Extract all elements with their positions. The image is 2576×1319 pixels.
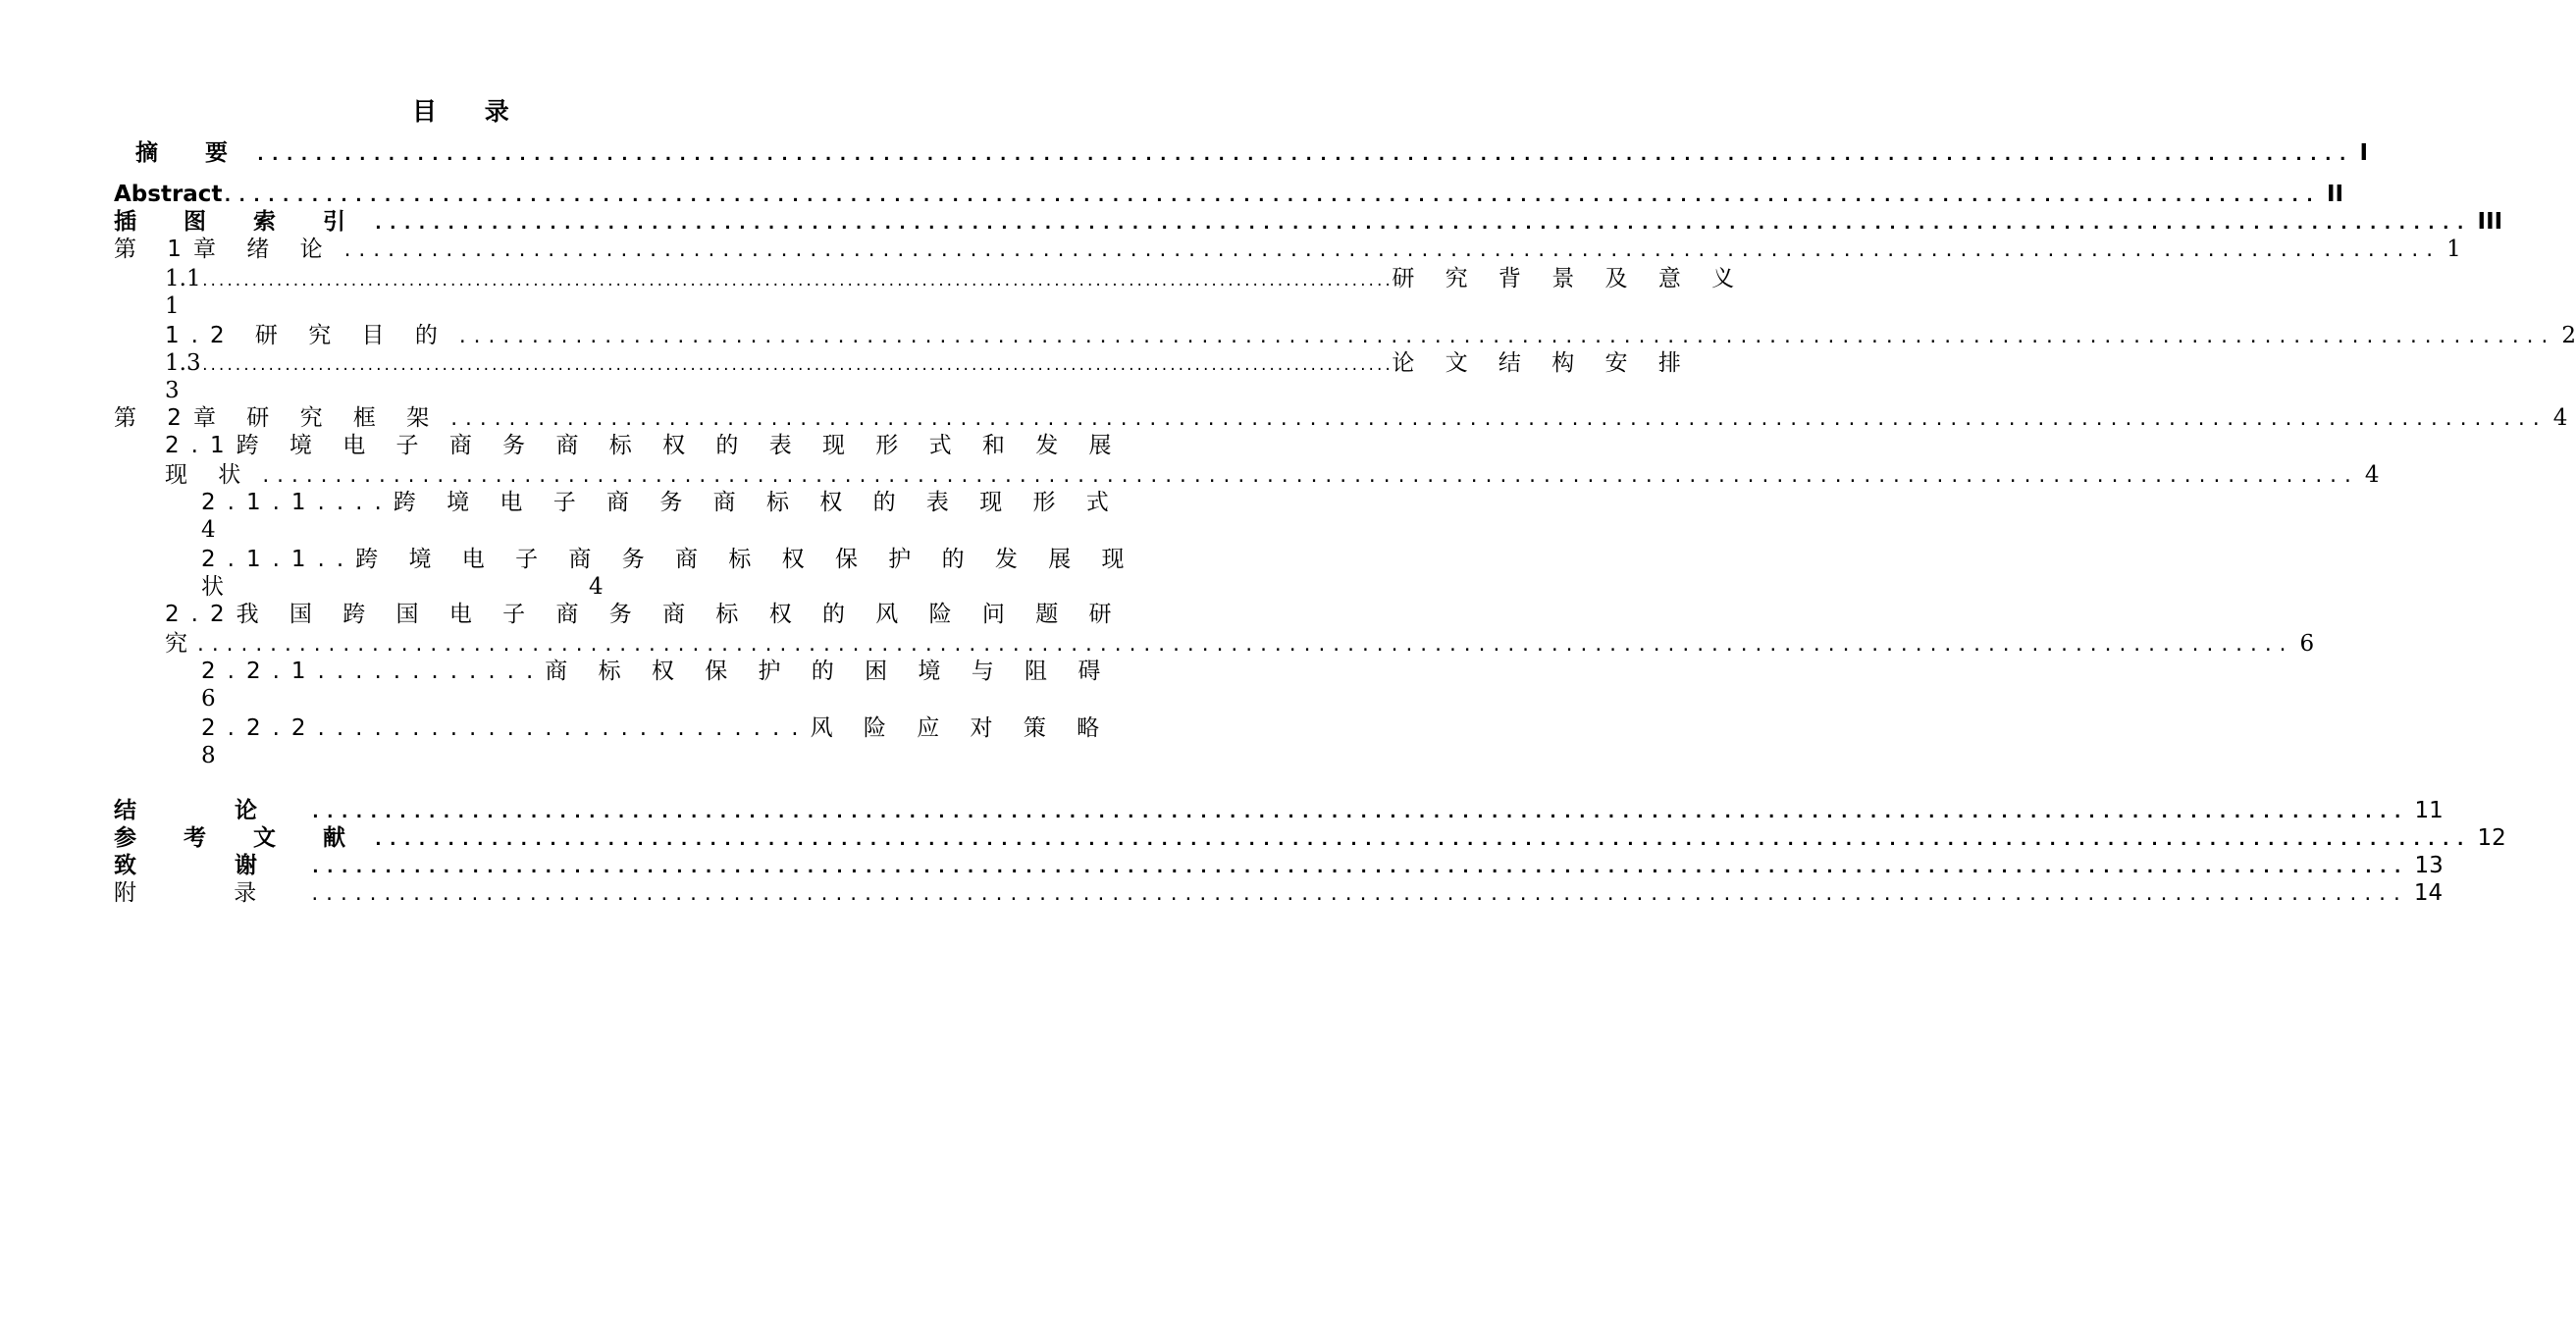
toc-page: 1 xyxy=(2446,237,2461,262)
toc-page: 6 xyxy=(201,686,216,712)
toc-entry-conclusion[interactable] xyxy=(114,797,2444,826)
toc-page: 4 xyxy=(589,574,604,600)
toc-page: 4 xyxy=(2552,405,2568,431)
toc-label: 第 1章 绪 论 xyxy=(114,237,335,262)
toc-label: 第 2章 研 究 框 架 xyxy=(114,405,442,431)
toc-page: II xyxy=(2326,182,2344,207)
toc-entry-2-2-line1[interactable]: 2.2我 国 跨 国 电 子 商 务 商 标 权 的 风 险 问 题 研 xyxy=(165,602,1124,627)
toc-label: 1.2 研 究 目 的 xyxy=(165,323,449,348)
toc-entry-references[interactable] xyxy=(114,824,2506,854)
toc-label: Abstract xyxy=(114,182,223,207)
toc-page: 12 xyxy=(2477,825,2506,851)
toc-entry-1-1[interactable] xyxy=(165,265,1747,295)
toc-entry-1-2[interactable] xyxy=(165,322,2576,351)
toc-page: I xyxy=(2359,140,2369,166)
toc-leader xyxy=(195,632,2292,660)
toc-leader xyxy=(310,799,2407,826)
toc-entry-2-1-1a[interactable]: 2.1.1....跨 境 电 子 商 务 商 标 权 的 表 现 形 式 xyxy=(201,490,1121,515)
toc-leader xyxy=(309,881,2406,909)
toc-label: 研 究 背 景 及 意 义 xyxy=(1392,266,1747,291)
toc-entry-2-1-1b-line2 xyxy=(201,573,604,601)
toc-page: III xyxy=(2477,209,2503,235)
toc-leader xyxy=(373,826,2470,854)
toc-entry-thanks[interactable] xyxy=(114,852,2444,881)
toc-leader xyxy=(201,352,1393,380)
toc-entry-2-2-line2[interactable] xyxy=(165,630,2315,660)
toc-page: 1 xyxy=(165,293,180,319)
toc-entry-abstract-cn[interactable] xyxy=(135,139,2369,169)
toc-page: 11 xyxy=(2414,798,2444,823)
toc-entry-appendix[interactable] xyxy=(114,879,2444,909)
toc-page: 3 xyxy=(165,378,180,403)
toc-entry-2-1-line2[interactable] xyxy=(165,461,2380,491)
toc-label: 论 文 结 构 安 排 xyxy=(1392,350,1693,376)
toc-label: 结 论 xyxy=(114,798,303,823)
toc-leader xyxy=(222,183,2319,210)
toc-entry-figure-index[interactable] xyxy=(114,208,2503,237)
toc-entry-abstract-en[interactable] xyxy=(114,181,2344,210)
toc-leader xyxy=(448,406,2546,434)
toc-number: 1.1 xyxy=(165,266,201,291)
toc-label: 摘 要 xyxy=(135,140,248,166)
toc-entry-2-1-1b[interactable]: 2.1.1..跨 境 电 子 商 务 商 标 权 保 护 的 发 展 现 xyxy=(201,547,1136,572)
toc-label: 状 xyxy=(201,574,224,600)
toc-number: 1.3 xyxy=(165,350,201,376)
toc-page: 4 xyxy=(201,517,216,543)
toc-entry-1-3[interactable] xyxy=(165,349,1693,380)
toc-page: 8 xyxy=(201,743,216,768)
toc-page: 2 xyxy=(2561,323,2576,348)
page-title: 目 录 xyxy=(412,97,529,126)
toc-label: 插 图 索 引 xyxy=(114,209,366,235)
toc-page: 14 xyxy=(2413,880,2444,906)
toc-leader xyxy=(373,210,2470,237)
toc-entry-2-2-2[interactable]: 2.2.2..........................风 险 应 对 策 略 xyxy=(201,715,1112,741)
toc-entry-2-2-1[interactable]: 2.2.1............商 标 权 保 护 的 困 境 与 阻 碍 xyxy=(201,659,1113,684)
toc-entry-2-1-line1[interactable]: 2.1跨 境 电 子 商 务 商 标 权 的 表 现 形 式 和 发 展 xyxy=(165,433,1124,458)
toc-leader xyxy=(201,268,1393,295)
toc-label: 究 xyxy=(165,631,187,657)
toc-entry-chapter-2[interactable] xyxy=(114,404,2568,434)
toc-leader xyxy=(457,324,2554,351)
toc-leader xyxy=(342,237,2440,265)
toc-label: 参 考 文 献 xyxy=(114,825,366,851)
toc-page: 6 xyxy=(2299,631,2315,657)
toc-leader xyxy=(260,463,2357,491)
toc-page: 13 xyxy=(2414,853,2444,878)
toc-leader xyxy=(255,141,2352,169)
toc-entry-chapter-1[interactable] xyxy=(114,236,2461,265)
toc-label: 附 录 xyxy=(114,880,302,906)
toc-leader xyxy=(310,854,2407,881)
toc-page: 4 xyxy=(2364,462,2380,488)
toc-label: 致 谢 xyxy=(114,853,303,878)
toc-label: 现 状 xyxy=(165,462,253,488)
